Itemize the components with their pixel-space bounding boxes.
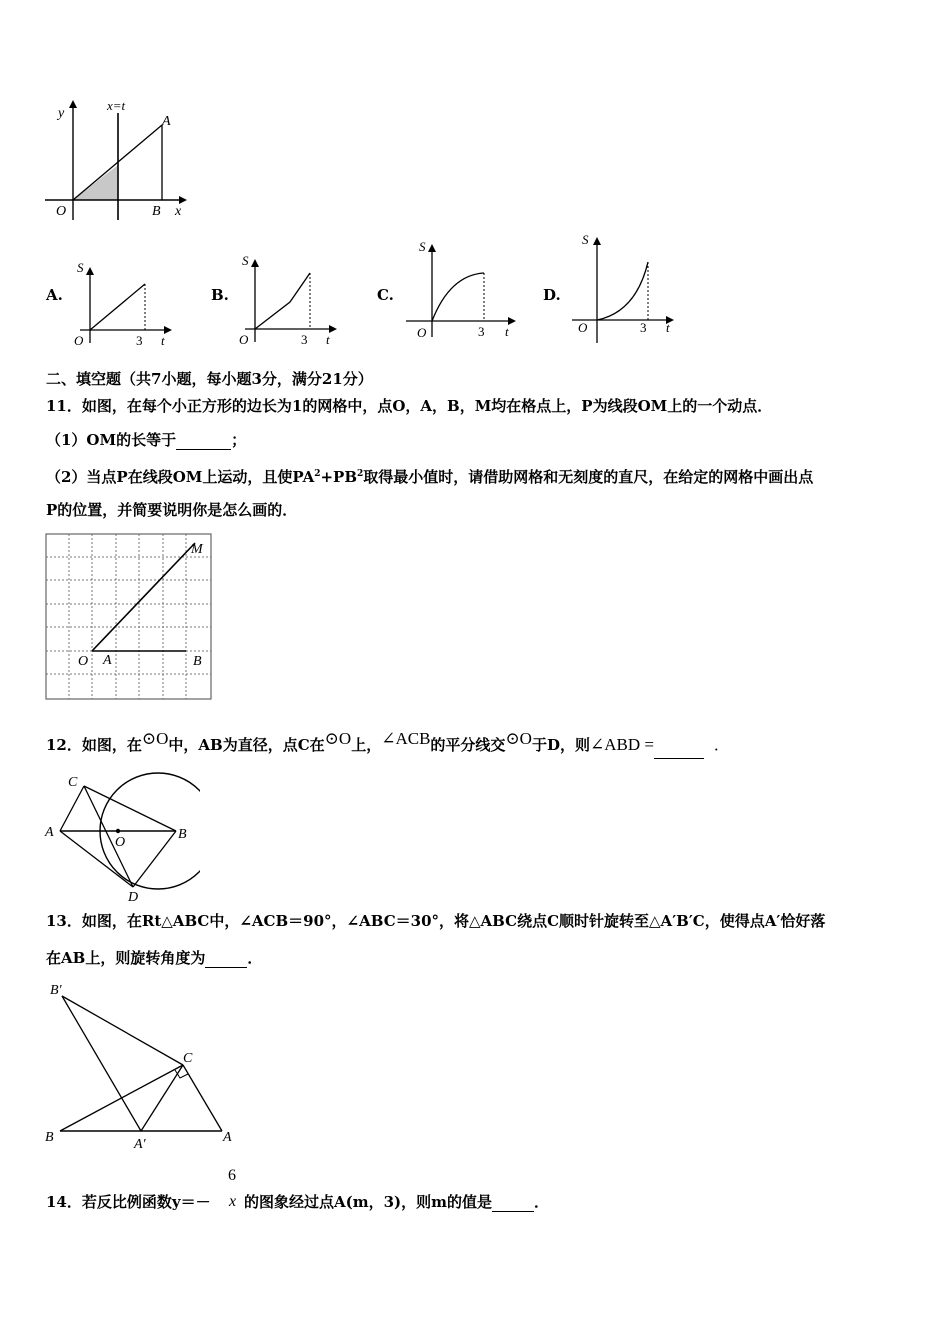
q12-label-b: B: [178, 827, 187, 842]
center-dot: [116, 829, 120, 833]
q13-answer-blank[interactable]: [205, 949, 247, 968]
option-a-t-label: t: [161, 333, 165, 348]
q12-label-a: A: [45, 825, 54, 840]
option-d-s-label: S: [582, 232, 589, 247]
q14-fraction-denominator: x: [229, 1193, 237, 1210]
option-d-t-label: t: [666, 320, 670, 335]
option-a-graph[interactable]: [70, 258, 180, 348]
segment-ac: [60, 786, 84, 831]
y-axis-label: y: [58, 106, 65, 121]
x-axis-arrow-icon: [179, 196, 187, 204]
x-equals-t-label: x=t: [107, 98, 126, 113]
q12-line: [46, 726, 729, 759]
option-c-graph[interactable]: [402, 237, 522, 347]
q12-p2: 中，AB为直径，点C在: [168, 736, 325, 754]
option-c-origin-label: O: [417, 325, 427, 340]
q13-label-a: A: [223, 1130, 232, 1145]
option-d-origin-label: O: [578, 320, 588, 335]
q13-label-b: B: [45, 1130, 54, 1145]
grid-label-o: O: [78, 654, 89, 669]
q14-answer-blank[interactable]: [492, 1193, 534, 1212]
arrow-icon: [508, 317, 516, 325]
option-c-t-label: t: [505, 324, 509, 339]
section-heading: 二、填空题（共7小题，每小题3分，满分21分）: [46, 370, 373, 388]
q14-period: ．: [534, 1193, 550, 1211]
option-b-letter[interactable]: B.: [211, 286, 229, 304]
option-d-curve: [597, 262, 648, 320]
arrow-icon: [86, 267, 94, 275]
q11-answer-blank[interactable]: [176, 431, 231, 450]
q12-label-d: D: [128, 890, 139, 903]
q14-suffix: [244, 1193, 549, 1212]
q14-prefix: 14．若反比例函数y＝－: [46, 1193, 211, 1211]
q11-line1: 11．如图，在每个小正方形的边长为1的网格中，点O，A，B，M均在格点上，P为线段OM上的一个动点．: [46, 397, 773, 415]
arrow-icon: [251, 259, 259, 267]
option-b-three-label: 3: [301, 332, 308, 345]
segment-bprime-aprime: [62, 996, 141, 1131]
q14-fraction-numerator: 6: [228, 1167, 236, 1184]
x-axis-label: x: [175, 204, 182, 219]
q11-part2-rest: 取得最小值时，请借助网格和无刻度的直尺，在给定的网格中画出点: [363, 468, 814, 486]
q12-angle-acb: ∠ACB: [381, 729, 431, 748]
arrow-icon: [428, 244, 436, 252]
q11-part1-end: ；: [231, 431, 247, 449]
q13-label-aprime: A′: [134, 1137, 146, 1152]
q14-suffix-text: 的图象经过点A(m，3)，则m的值是: [244, 1193, 493, 1211]
q11-grid-figure[interactable]: [45, 533, 213, 701]
arrow-icon: [593, 237, 601, 245]
q12-angle-abd: ∠ABD =: [589, 735, 654, 754]
q11-sup2: 2: [357, 469, 364, 479]
option-b-graph[interactable]: [235, 250, 345, 345]
q12-circle-o-2: ⊙O: [324, 729, 352, 748]
arrow-icon: [329, 325, 337, 333]
segment-bprime-c: [62, 996, 183, 1065]
q11-part1: [46, 431, 246, 450]
q12-label-c: C: [68, 775, 78, 790]
q11-sup1: 2: [314, 469, 321, 479]
q12-period: ．: [713, 738, 729, 754]
q12-label-o: O: [115, 835, 126, 850]
top-coordinate-figure: [40, 95, 200, 225]
segment-aprime-c: [141, 1065, 183, 1131]
option-c-s-label: S: [419, 239, 426, 254]
point-a-label: A: [162, 114, 171, 129]
y-axis-arrow-icon: [69, 100, 77, 108]
q13-rotation-figure[interactable]: [40, 978, 240, 1158]
segment-cb: [84, 786, 176, 831]
option-a-letter[interactable]: A.: [46, 286, 63, 304]
q13-line2: [46, 949, 262, 968]
q12-circle-o-1: ⊙O: [141, 729, 169, 748]
grid-lines: [46, 534, 211, 699]
q12-p1: 12．如图，在: [46, 736, 142, 754]
q12-circle-o-3: ⊙O: [505, 729, 532, 748]
option-a-s-label: S: [77, 260, 84, 275]
grid-label-b: B: [193, 654, 202, 669]
q12-p3: 上，: [351, 736, 382, 754]
option-b-t-label: t: [326, 332, 330, 345]
option-c-three-label: 3: [478, 324, 485, 339]
q13-label-c: C: [183, 1051, 193, 1066]
q13-line1: 13．如图，在Rt△ABC中，∠ACB＝90°，∠ABC＝30°，将△ABC绕点C顺时针旋转至△A′B′C，使得点A′恰好落: [46, 912, 826, 930]
point-b-label: B: [152, 204, 161, 219]
grid-label-m: M: [191, 542, 203, 557]
segment-db: [133, 831, 176, 887]
q11-line3: P的位置，并简要说明你是怎么画的．: [46, 501, 298, 519]
q12-p4: 的平分线交: [430, 736, 506, 754]
option-c-letter[interactable]: C.: [377, 286, 394, 304]
q11-mid: +PB: [320, 468, 358, 486]
q12-answer-blank[interactable]: [654, 732, 704, 759]
option-d-graph[interactable]: [568, 230, 680, 348]
option-a-curve: [90, 284, 145, 330]
q13-line2-text: 在AB上，则旋转角度为: [46, 949, 206, 967]
option-b-origin-label: O: [239, 332, 249, 345]
q11-part2: [46, 465, 813, 486]
origin-label: O: [56, 204, 67, 219]
segment-ca: [183, 1065, 222, 1131]
q13-label-bprime: B′: [50, 983, 62, 998]
option-d-three-label: 3: [640, 320, 647, 335]
option-b-s-label: S: [242, 253, 249, 268]
option-b-curve: [255, 273, 310, 329]
option-c-curve: [432, 273, 484, 321]
q12-p5: 于D，则: [531, 736, 590, 754]
option-a-origin-label: O: [74, 333, 84, 348]
q11-part2-text: （2）当点P在线段OM上运动，且使PA: [46, 468, 315, 486]
q12-circle-figure[interactable]: [40, 768, 200, 903]
grid-label-a: A: [103, 653, 112, 668]
option-a-three-label: 3: [136, 333, 143, 348]
option-d-letter[interactable]: D.: [543, 286, 561, 304]
arrow-icon: [164, 326, 172, 334]
q11-part1-text: （1）OM的长等于: [46, 431, 177, 449]
q13-line2-end: ．: [247, 949, 263, 967]
segment-om: [92, 543, 195, 651]
